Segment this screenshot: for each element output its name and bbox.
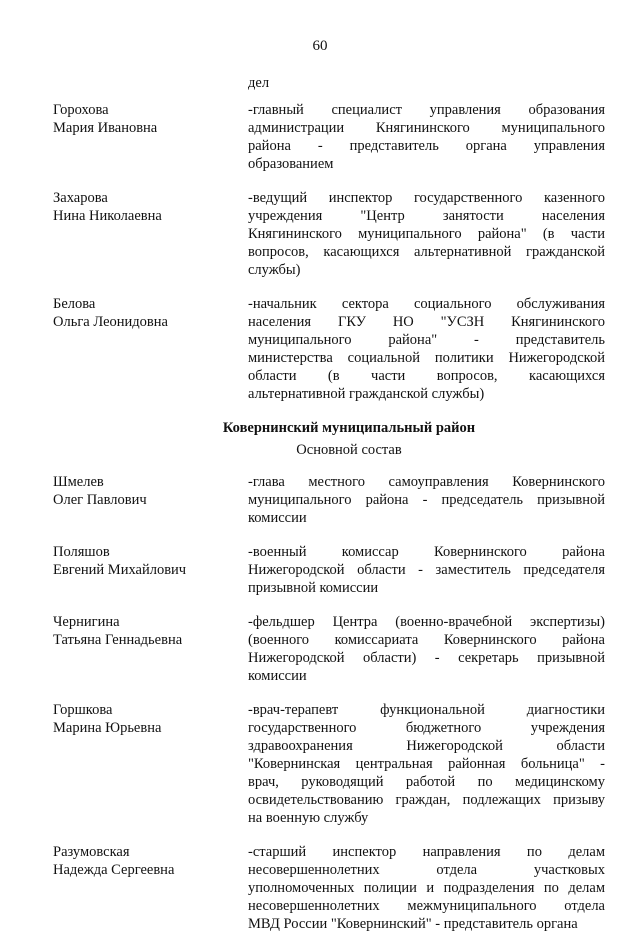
member-group-kniaginino [53, 101, 605, 403]
section-heading: Ковернинский муниципальный район [222, 420, 476, 436]
member-entry [53, 843, 605, 933]
member-name [53, 473, 248, 509]
member-given: Олег Павлович [53, 492, 147, 508]
position-line: уполномоченных полиции и подразделения по делам [248, 880, 605, 896]
member-name [53, 543, 248, 579]
member-entry [53, 543, 605, 597]
member-name [53, 101, 248, 137]
member-surname: Поляшов [53, 544, 110, 560]
member-position [248, 295, 605, 403]
position-line: района - представитель органа управления [248, 138, 605, 154]
member-name [53, 295, 248, 331]
position-line: "Ковернинская центральная районная больница" - [248, 756, 605, 772]
member-surname: Чернигина [53, 614, 120, 630]
commission-list [53, 74, 605, 933]
position-line: (военного комиссариата Ковернинского района [248, 632, 605, 648]
position-line: -главный специалист управления образования [248, 102, 605, 118]
position-line: -старший инспектор направления по делам [248, 844, 605, 860]
member-name [53, 701, 248, 737]
position-line: призывной комиссии [248, 580, 379, 596]
member-position [248, 101, 605, 173]
member-given: Марина Юрьевна [53, 720, 162, 736]
position-line: образованием [248, 156, 334, 172]
member-given: Мария Ивановна [53, 120, 158, 136]
member-entry [53, 101, 605, 173]
member-surname: Горохова [53, 102, 109, 118]
member-surname: Разумовская [53, 844, 130, 860]
position-line: государственного бюджетного учреждения [248, 720, 605, 736]
position-line: Княгининского муниципального района" (в части [248, 226, 605, 242]
position-line: министерства социальной политики Нижегородской [248, 350, 605, 366]
position-line: врач, руководящий работой по медицинскому [248, 774, 605, 790]
member-group-koverninsky [53, 473, 605, 933]
member-given: Надежда Сергеевна [53, 862, 175, 878]
member-given: Евгений Михайлович [53, 562, 187, 578]
position-line: МВД России "Ковернинский" - представитель органа [248, 916, 578, 932]
member-surname: Горшкова [53, 702, 113, 718]
position-line: несовершеннолетних межмуниципального отдела [248, 898, 605, 914]
member-position [248, 543, 605, 597]
position-line: Нижегородской области - заместитель председателя [248, 562, 605, 578]
member-position [248, 473, 605, 527]
member-given: Ольга Леонидовна [53, 314, 168, 330]
member-surname: Шмелев [53, 474, 104, 490]
position-line: учреждения "Центр занятости населения [248, 208, 605, 224]
member-name [53, 843, 248, 879]
position-line: комиссии [248, 510, 307, 526]
member-position [248, 189, 605, 279]
member-surname: Захарова [53, 190, 108, 206]
position-line: -военный комиссар Ковернинского района [248, 544, 605, 560]
member-name [53, 613, 248, 649]
member-position [248, 701, 605, 827]
member-entry [53, 189, 605, 279]
position-line: комиссии [248, 668, 307, 684]
position-line: -врач-терапевт функциональной диагностики [248, 702, 605, 718]
member-given: Нина Николаевна [53, 208, 162, 224]
position-line: -начальник сектора социального обслуживания [248, 296, 605, 312]
member-position [248, 613, 605, 685]
continuation-text: дел [248, 75, 270, 91]
member-entry [53, 613, 605, 685]
member-entry [53, 295, 605, 403]
position-line: муниципального района - председатель призывной [248, 492, 605, 508]
member-entry [53, 473, 605, 527]
continuation-row [53, 74, 605, 92]
member-entry [53, 701, 605, 827]
position-line: вопросов, касающихся альтернативной гражданской [248, 244, 605, 260]
position-line: Нижегородской области) - секретарь призывной [248, 650, 605, 666]
position-line: -глава местного самоуправления Ковернинского [248, 474, 605, 490]
section-subheading: Основной состав [296, 442, 402, 458]
member-surname: Белова [53, 296, 96, 312]
position-line: несовершеннолетних отдела участковых [248, 862, 605, 878]
page-number: 60 [312, 38, 328, 54]
position-line: населения ГКУ НО "УСЗН Княгининского [248, 314, 605, 330]
position-line: службы) [248, 262, 301, 278]
position-line: -фельдшер Центра (военно-врачебной экспертизы) [248, 614, 605, 630]
position-line: на военную службу [248, 810, 369, 826]
position-line: -ведущий инспектор государственного казенного [248, 190, 605, 206]
member-position [248, 843, 605, 933]
member-given: Татьяна Геннадьевна [53, 632, 183, 648]
position-line: администрации Княгининского муниципального [248, 120, 605, 136]
position-line: муниципального района" - представитель [248, 332, 605, 348]
member-name [53, 189, 248, 225]
position-line: альтернативной гражданской службы) [248, 386, 485, 402]
position-line: здравоохранения Нижегородской области [248, 738, 605, 754]
position-line: освидетельствованию граждан, подлежащих призыву [248, 792, 605, 808]
position-line: области (в части вопросов, касающихся [248, 368, 605, 384]
